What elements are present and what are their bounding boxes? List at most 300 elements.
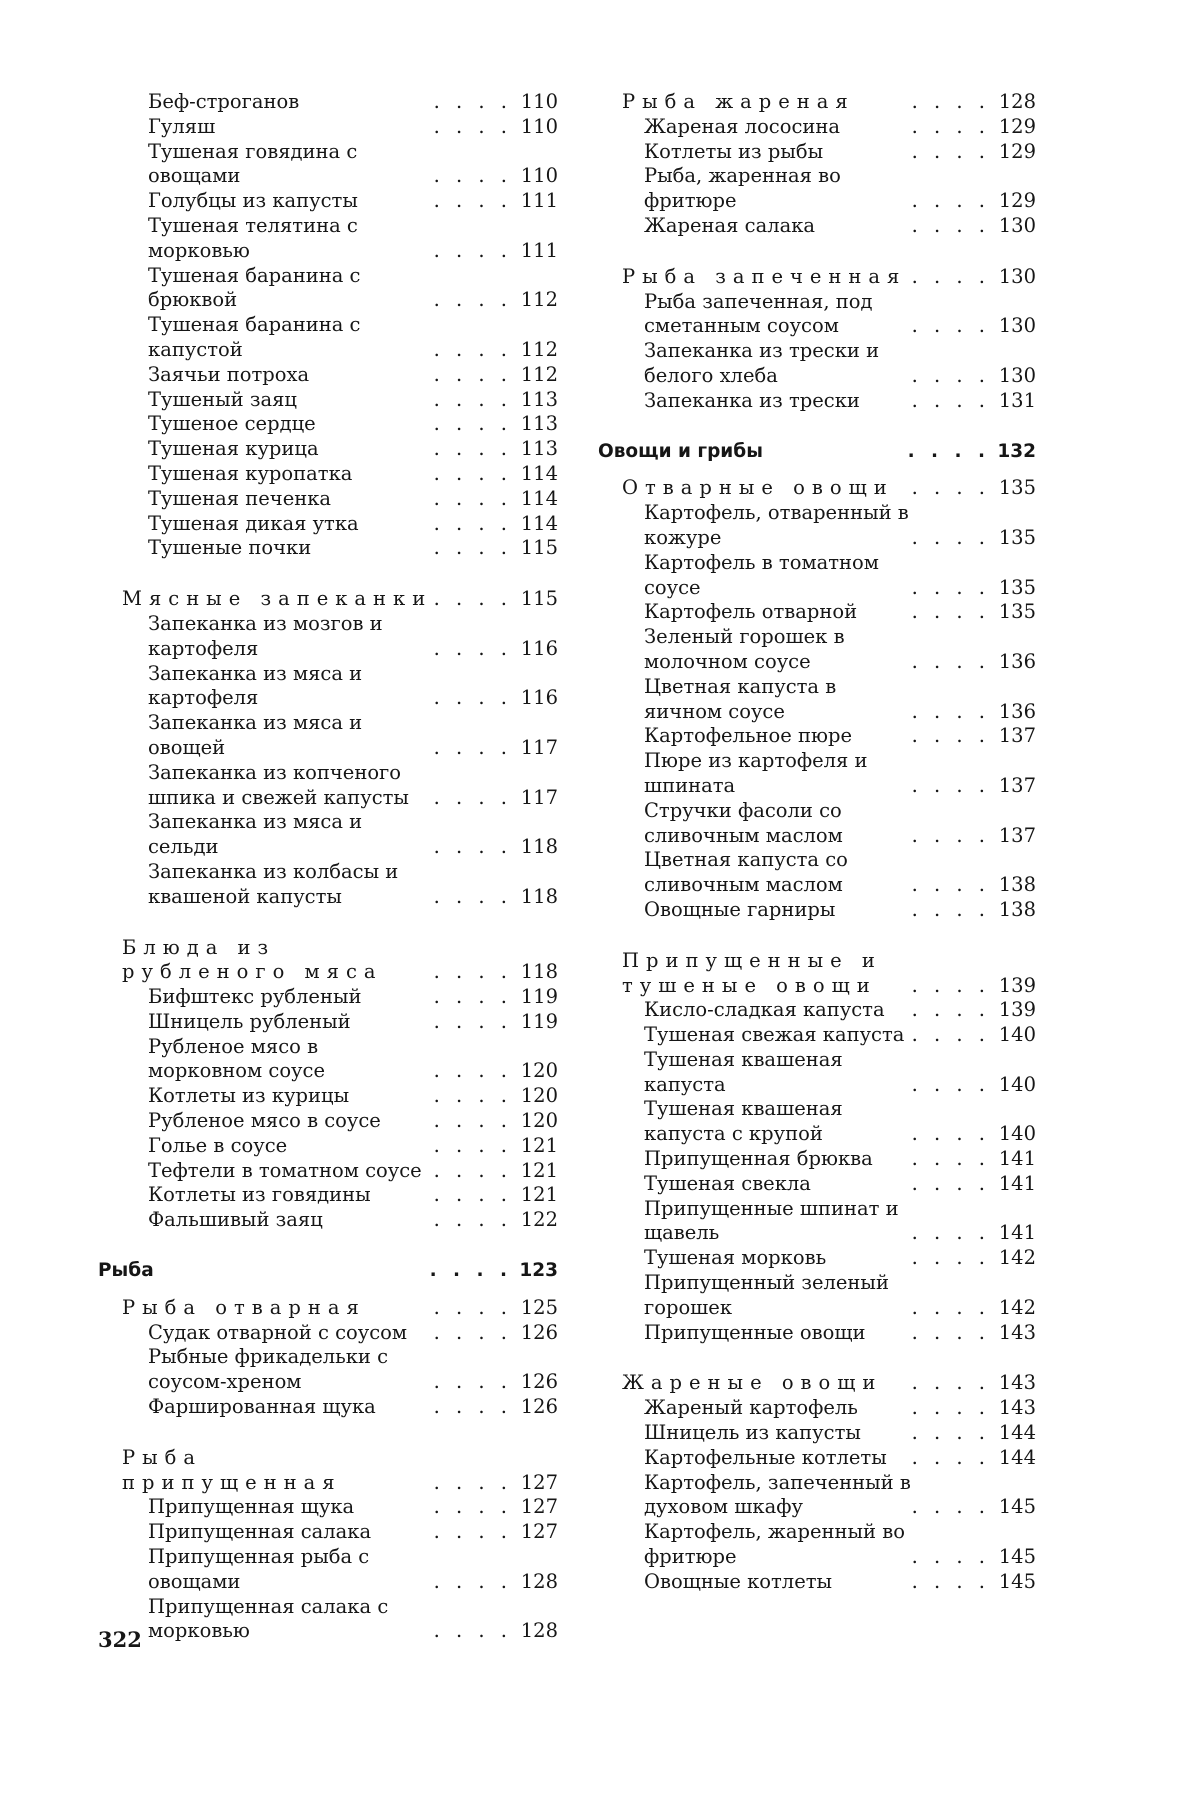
toc-entry-title: Шницель из капусты [644,1421,912,1446]
leader-dots: . . . . [434,1010,512,1035]
toc-section-heading-page: 135 [990,476,1036,501]
leader-dots: . . . . [912,824,990,849]
toc-entry-title: Фальшивый заяц [148,1208,434,1233]
toc-entry-page: 117 [512,736,558,761]
toc-entry [598,389,1036,414]
toc-section [98,90,558,561]
leader-dots: . . . . [434,189,512,214]
toc-entry-page: 135 [990,576,1036,601]
toc-entry-title: Котлеты из рыбы [644,140,912,165]
toc-entry [98,1010,558,1035]
leader-dots: . . . . [912,115,990,140]
leader-dots: . . . . [434,736,512,761]
leader-dots: . . . . [434,1109,512,1134]
toc-entry [598,749,1036,799]
toc-section [598,440,1036,465]
toc-entry [598,140,1036,165]
toc-entry [98,985,558,1010]
leader-dots: . . . . [912,1570,990,1595]
toc-entry-page: 140 [990,1122,1036,1147]
toc-entry [98,1159,558,1184]
toc-entry-title: Жареная лососина [644,115,912,140]
toc-entry [98,189,558,214]
toc-entry-page: 119 [512,985,558,1010]
toc-section-heading-page: 115 [512,587,558,612]
toc-entry [598,551,1036,601]
toc-entry [598,1520,1036,1570]
toc-entry [98,1134,558,1159]
toc-entry [598,1097,1036,1147]
leader-dots: . . . . [434,1570,512,1595]
toc-entry-title: Рубленое мясо в морковном соусе [148,1035,434,1085]
toc-entry-page: 120 [512,1059,558,1084]
toc-entry-title: Запеканка из мяса и овощей [148,711,434,761]
toc-entry-title: Голубцы из капусты [148,189,434,214]
toc-entry-page: 130 [990,314,1036,339]
leader-dots: . . . . [912,1296,990,1321]
leader-dots: . . . . [912,600,990,625]
toc-entry [598,1421,1036,1446]
leader-dots: . . . . [912,1396,990,1421]
toc-entry-page: 141 [990,1147,1036,1172]
page-number: 322 [98,1627,142,1652]
toc-entry-page: 115 [512,536,558,561]
toc-entry-title: Жареный картофель [644,1396,912,1421]
toc-section-heading-title: Овощи и грибы [598,440,908,465]
toc-entry-title: Припущенная рыба с овощами [148,1545,434,1595]
toc-entry-page: 114 [512,462,558,487]
toc-entry [98,1109,558,1134]
toc-entry-page: 126 [512,1395,558,1420]
toc-entry-title: Шницель рубленый [148,1010,434,1035]
toc-entry-title: Тушеная баранина с капустой [148,313,434,363]
toc-entry [98,1545,558,1595]
toc-entry-page: 112 [512,338,558,363]
leader-dots: . . . . [912,1421,990,1446]
toc-entry [598,290,1036,340]
toc-entry-title: Тушеная куропатка [148,462,434,487]
toc-entry-title: Тушеный заяц [148,388,434,413]
toc-entry [98,264,558,314]
leader-dots: . . . . [912,873,990,898]
toc-section-heading-title: Припущенные и тушеные овощи [622,949,912,999]
toc-entry [598,1271,1036,1321]
toc-section-heading-title: Рыба отварная [122,1296,434,1321]
toc-section-heading-page: 118 [512,960,558,985]
toc-entry [98,437,558,462]
toc-entry [98,1395,558,1420]
leader-dots: . . . . [912,724,990,749]
toc-entry-page: 131 [990,389,1036,414]
toc-entry-page: 120 [512,1109,558,1134]
toc-entry-page: 110 [512,90,558,115]
toc-entry-title: Запеканка из мяса и картофеля [148,662,434,712]
toc-entry-page: 118 [512,835,558,860]
toc-entry-page: 142 [990,1296,1036,1321]
toc-entry [598,724,1036,749]
leader-dots: . . . . [912,650,990,675]
toc-entry-page: 112 [512,288,558,313]
toc-entry [598,799,1036,849]
toc-entry-page: 139 [990,998,1036,1023]
toc-entry [598,1246,1036,1271]
leader-dots: . . . . [912,265,990,290]
toc-section-heading-page: 128 [990,90,1036,115]
leader-dots: . . . . [434,1495,512,1520]
toc-entry-page: 110 [512,164,558,189]
leader-dots: . . . . [434,1208,512,1233]
toc-entry-page: 110 [512,115,558,140]
leader-dots: . . . . [912,476,990,501]
leader-dots: . . . . [912,898,990,923]
leader-dots: . . . . [434,1520,512,1545]
toc-entry [98,536,558,561]
toc-entry-page: 129 [990,189,1036,214]
toc-entry-page: 136 [990,650,1036,675]
toc-right-column [598,90,1036,1621]
toc-entry-title: Тушеная печенка [148,487,434,512]
leader-dots: . . . . [434,437,512,462]
toc-entry [98,487,558,512]
leader-dots: . . . . [912,526,990,551]
toc-entry-page: 145 [990,1570,1036,1595]
toc-entry-title: Картофель, жаренный во фритюре [644,1520,912,1570]
toc-entry-page: 136 [990,700,1036,725]
toc-entry-title: Картофельное пюре [644,724,912,749]
toc-entry-title: Пюре из картофеля и шпината [644,749,912,799]
toc-entry-title: Тушеная дикая утка [148,512,434,537]
toc-section-heading-page: 127 [512,1471,558,1496]
toc-entry-title: Тушеное сердце [148,412,434,437]
toc-entry-title: Стручки фасоли со сливочным маслом [644,799,912,849]
toc-entry [98,1208,558,1233]
toc-entry-title: Тушеные почки [148,536,434,561]
leader-dots: . . . . [912,140,990,165]
toc-entry [598,898,1036,923]
leader-dots: . . . . [912,1147,990,1172]
leader-dots: . . . . [912,576,990,601]
toc-entry-title: Припущенный зеленый горошек [644,1271,912,1321]
toc-entry [598,1048,1036,1098]
toc-entry [598,1023,1036,1048]
leader-dots: . . . . [908,440,990,465]
toc-section-heading-title: Жареные овощи [622,1371,912,1396]
toc-entry-page: 114 [512,487,558,512]
toc-section-heading [98,1259,558,1284]
toc-entry-title: Припущенные овощи [644,1321,912,1346]
toc-entry-page: 142 [990,1246,1036,1271]
toc-entry-title: Котлеты из курицы [148,1084,434,1109]
toc-entry-title: Рыба, жаренная во фритюре [644,164,912,214]
leader-dots: . . . . [912,1545,990,1570]
toc-entry [598,1321,1036,1346]
toc-entry-title: Запеканка из колбасы и квашеной капусты [148,860,434,910]
toc-left-column [98,90,558,1670]
toc-entry-title: Судак отварной с соусом [148,1321,434,1346]
leader-dots: . . . . [912,1073,990,1098]
toc-entry-title: Запеканка из трески и белого хлеба [644,339,912,389]
toc-entry-title: Овощные котлеты [644,1570,912,1595]
toc-entry-title: Припущенная салака с морковью [148,1595,434,1645]
toc-entry [98,1321,558,1346]
toc-entry-title: Голье в соусе [148,1134,434,1159]
toc-entry [98,388,558,413]
leader-dots: . . . . [434,985,512,1010]
toc-entry-page: 126 [512,1321,558,1346]
toc-entry-title: Картофель, отваренный в кожуре [644,501,912,551]
leader-dots: . . . . [434,412,512,437]
leader-dots: . . . . [912,1371,990,1396]
toc-entry-page: 122 [512,1208,558,1233]
toc-entry-title: Цветная капуста со сливочным маслом [644,848,912,898]
toc-entry-title: Тушеная свежая капуста [644,1023,912,1048]
leader-dots: . . . . [434,786,512,811]
toc-entry [98,612,558,662]
toc-section-heading-page: 123 [512,1259,558,1284]
toc-entry [98,1345,558,1395]
toc-entry-title: Кисло-сладкая капуста [644,998,912,1023]
toc-entry [98,1520,558,1545]
toc-section-heading-title: Рыба запеченная [622,265,912,290]
toc-entry-title: Тушеная телятина с морковью [148,214,434,264]
toc-entry [98,90,558,115]
toc-entry-title: Тушеная баранина с брюквой [148,264,434,314]
toc-entry [98,1084,558,1109]
toc-entry [598,115,1036,140]
toc-entry [598,675,1036,725]
leader-dots: . . . . [434,1159,512,1184]
toc-entry-page: 143 [990,1396,1036,1421]
leader-dots: . . . . [434,1134,512,1159]
toc-entry [98,662,558,712]
toc-entry-page: 128 [512,1570,558,1595]
toc-entry [98,1495,558,1520]
toc-entry-page: 113 [512,412,558,437]
toc-entry [98,462,558,487]
toc-entry-title: Тушеная морковь [644,1246,912,1271]
toc-entry-title: Картофель, запеченный в духовом шкафу [644,1471,912,1521]
toc-entry [98,1595,558,1645]
leader-dots: . . . . [912,364,990,389]
toc-entry [598,1396,1036,1421]
toc-section-heading-title: Мясные запеканки [122,587,434,612]
toc-entry-page: 114 [512,512,558,537]
toc-entry [598,214,1036,239]
toc-entry-title: Запеканка из мяса и сельди [148,810,434,860]
toc-entry-page: 118 [512,885,558,910]
toc-entry-title: Запеканка из трески [644,389,912,414]
toc-entry-page: 127 [512,1520,558,1545]
toc-entry-title: Рыбные фрикадельки с соусом-хреном [148,1345,434,1395]
leader-dots: . . . . [912,774,990,799]
toc-entry-page: 111 [512,239,558,264]
toc-entry [598,1197,1036,1247]
toc-entry-page: 116 [512,637,558,662]
toc-entry [598,1147,1036,1172]
leader-dots: . . . . [912,389,990,414]
toc-entry-title: Картофельные котлеты [644,1446,912,1471]
toc-entry-title: Гуляш [148,115,434,140]
leader-dots: . . . . [434,1296,512,1321]
leader-dots: . . . . [912,1221,990,1246]
leader-dots: . . . . [434,90,512,115]
toc-entry-title: Запеканка из мозгов и картофеля [148,612,434,662]
leader-dots: . . . . [434,239,512,264]
toc-section [98,1296,558,1420]
leader-dots: . . . . [434,835,512,860]
toc-section-heading [598,1371,1036,1396]
leader-dots: . . . . [912,998,990,1023]
toc-entry-page: 141 [990,1221,1036,1246]
toc-entry-page: 129 [990,140,1036,165]
leader-dots: . . . . [912,974,990,999]
leader-dots: . . . . [434,1084,512,1109]
toc-entry [98,810,558,860]
toc-entry-page: 112 [512,363,558,388]
toc-entry-title: Рубленое мясо в соусе [148,1109,434,1134]
leader-dots: . . . . [912,189,990,214]
toc-entry [98,711,558,761]
leader-dots: . . . . [434,1395,512,1420]
leader-dots: . . . . [434,115,512,140]
toc-entry-page: 130 [990,214,1036,239]
toc-section [598,1371,1036,1594]
toc-entry-page: 137 [990,774,1036,799]
leader-dots: . . . . [912,1446,990,1471]
toc-entry [98,512,558,537]
leader-dots: . . . . [434,587,512,612]
leader-dots: . . . . [434,1619,512,1644]
leader-dots: . . . . [912,214,990,239]
toc-entry-page: 117 [512,786,558,811]
toc-entry-page: 144 [990,1446,1036,1471]
leader-dots: . . . . [434,462,512,487]
leader-dots: . . . . [434,164,512,189]
toc-entry-title: Припущенные шпинат и щавель [644,1197,912,1247]
toc-entry-page: 121 [512,1159,558,1184]
toc-section [598,476,1036,922]
toc-entry-page: 135 [990,526,1036,551]
toc-entry-page: 137 [990,824,1036,849]
toc-entry-title: Припущенная щука [148,1495,434,1520]
toc-section-heading-page: 130 [990,265,1036,290]
toc-entry-page: 116 [512,686,558,711]
toc-entry-page: 129 [990,115,1036,140]
toc-entry [598,164,1036,214]
toc-entry-page: 145 [990,1545,1036,1570]
toc-section-heading [598,265,1036,290]
toc-entry [98,1035,558,1085]
toc-entry-page: 143 [990,1321,1036,1346]
leader-dots: . . . . [912,1321,990,1346]
toc-entry-page: 121 [512,1183,558,1208]
toc-entry-page: 138 [990,898,1036,923]
toc-entry-page: 113 [512,437,558,462]
toc-entry [98,140,558,190]
toc-entry [598,625,1036,675]
toc-entry [98,1183,558,1208]
toc-section-heading-page: 143 [990,1371,1036,1396]
toc-section [598,949,1036,1346]
toc-entry-page: 141 [990,1172,1036,1197]
toc-entry [98,860,558,910]
toc-entry-title: Тушеная говядина с овощами [148,140,434,190]
toc-section [98,936,558,1234]
leader-dots: . . . . [912,1495,990,1520]
toc-section [98,1259,558,1284]
toc-entry-page: 144 [990,1421,1036,1446]
toc-section-heading [598,440,1036,465]
toc-section-heading-page: 139 [990,974,1036,999]
toc-entry [598,1172,1036,1197]
toc-entry-page: 111 [512,189,558,214]
toc-entry-page: 113 [512,388,558,413]
leader-dots: . . . . [434,885,512,910]
toc-entry-page: 120 [512,1084,558,1109]
toc-entry [598,1570,1036,1595]
leader-dots: . . . . [434,512,512,537]
toc-entry-title: Припущенная брюква [644,1147,912,1172]
toc-entry [598,1471,1036,1521]
toc-section-heading [598,949,1036,999]
toc-section-heading-page: 125 [512,1296,558,1321]
leader-dots: . . . . [434,960,512,985]
toc-entry-title: Бифштекс рубленый [148,985,434,1010]
toc-entry-title: Картофель в томатном соусе [644,551,912,601]
toc-entry-page: 130 [990,364,1036,389]
toc-section [598,265,1036,414]
toc-entry-title: Котлеты из говядины [148,1183,434,1208]
toc-entry-title: Заячьи потроха [148,363,434,388]
leader-dots: . . . . [434,1059,512,1084]
toc-entry-title: Жареная салака [644,214,912,239]
toc-entry-title: Тушеная квашеная капуста [644,1048,912,1098]
toc-entry-title: Фаршированная щука [148,1395,434,1420]
leader-dots: . . . . [912,1023,990,1048]
toc-entry-title: Беф-строганов [148,90,434,115]
toc-entry [598,501,1036,551]
toc-entry [98,115,558,140]
toc-section [98,1446,558,1644]
toc-section-heading [98,1446,558,1496]
toc-entry-page: 140 [990,1023,1036,1048]
leader-dots: . . . . [434,487,512,512]
toc-entry [98,412,558,437]
toc-entry-title: Тефтели в томатном соусе [148,1159,434,1184]
toc-entry-title: Цветная капуста в яичном соусе [644,675,912,725]
toc-section-heading-title: Рыба припущенная [122,1446,434,1496]
leader-dots: . . . . [434,637,512,662]
toc-entry-page: 128 [512,1619,558,1644]
leader-dots: . . . . [434,536,512,561]
toc-entry-title: Рыба запеченная, под сметанным соусом [644,290,912,340]
leader-dots: . . . . [434,388,512,413]
leader-dots: . . . . [912,1122,990,1147]
toc-section-heading-title: Рыба [98,1259,430,1284]
toc-entry-page: 121 [512,1134,558,1159]
toc-entry-title: Овощные гарниры [644,898,912,923]
toc-entry-page: 126 [512,1370,558,1395]
toc-entry [98,761,558,811]
leader-dots: . . . . [912,1172,990,1197]
toc-section-heading [598,90,1036,115]
toc-section [98,587,558,909]
toc-section-heading [598,476,1036,501]
toc-entry-title: Тушеная курица [148,437,434,462]
leader-dots: . . . . [912,314,990,339]
toc-entry-title: Тушеная свекла [644,1172,912,1197]
toc-section-heading-page: 132 [990,440,1036,465]
